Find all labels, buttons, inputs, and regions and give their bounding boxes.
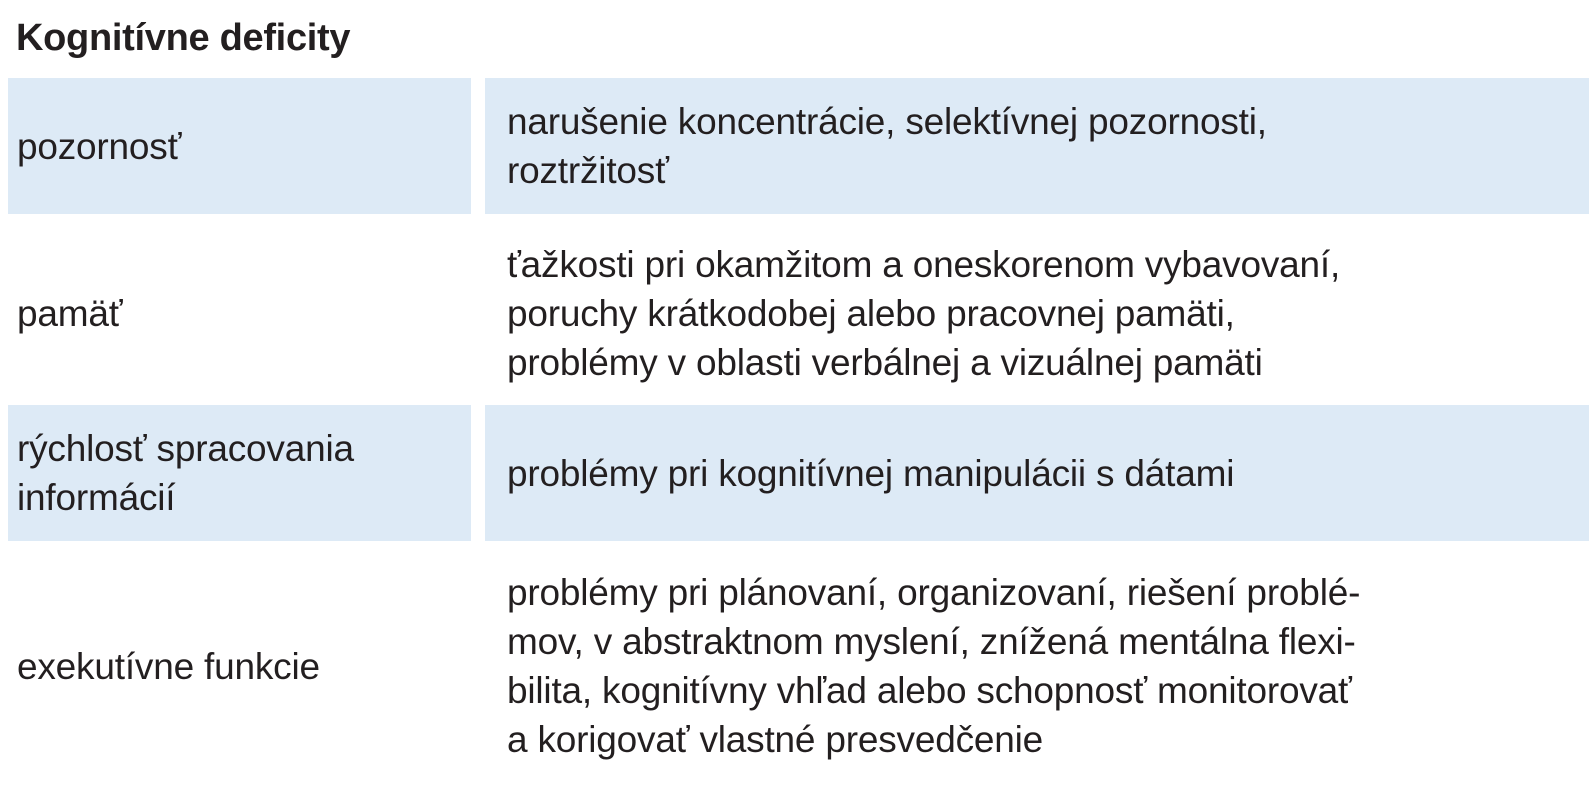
row-description-processing-speed: [485, 405, 1589, 541]
row-label-text: pozornosť: [17, 125, 182, 167]
row-label-text: pamäť: [17, 293, 123, 334]
row-description-text: problémy pri plánovaní, organizovaní, riešení problé- mov, v abstraktnom myslení, znížená mentálna flexi- bilita, kognitívny vhľad alebo schopnosť monitorovať a korigovať vlastné presvedčenie: [507, 572, 1361, 760]
row-description-text: ťažkosti pri okamžitom a oneskorenom vybavovaní, poruchy krátkodobej alebo pracovnej pamäti, problémy v oblasti verbálnej a vizuálnej pamäti: [507, 244, 1341, 383]
row-label-processing-speed: [8, 405, 471, 541]
row-label-text: exekutívne funkcie: [17, 645, 320, 687]
row-description-executive-functions: [485, 555, 1589, 777]
row-label-memory: [8, 226, 471, 401]
row-description-memory: [485, 226, 1589, 401]
table-title: Kognitívne deficity: [16, 17, 351, 59]
row-label-executive-functions: [8, 555, 471, 777]
row-description-text: problémy pri kognitívnej manipulácii s dátami: [507, 452, 1235, 494]
row-description-attention: [485, 78, 1589, 214]
row-label-text: rýchlosť spracovania informácií: [17, 428, 354, 518]
row-description-text: narušenie koncentrácie, selektívnej pozornosti, roztržitosť: [507, 101, 1267, 191]
row-label-attention: [8, 78, 471, 214]
